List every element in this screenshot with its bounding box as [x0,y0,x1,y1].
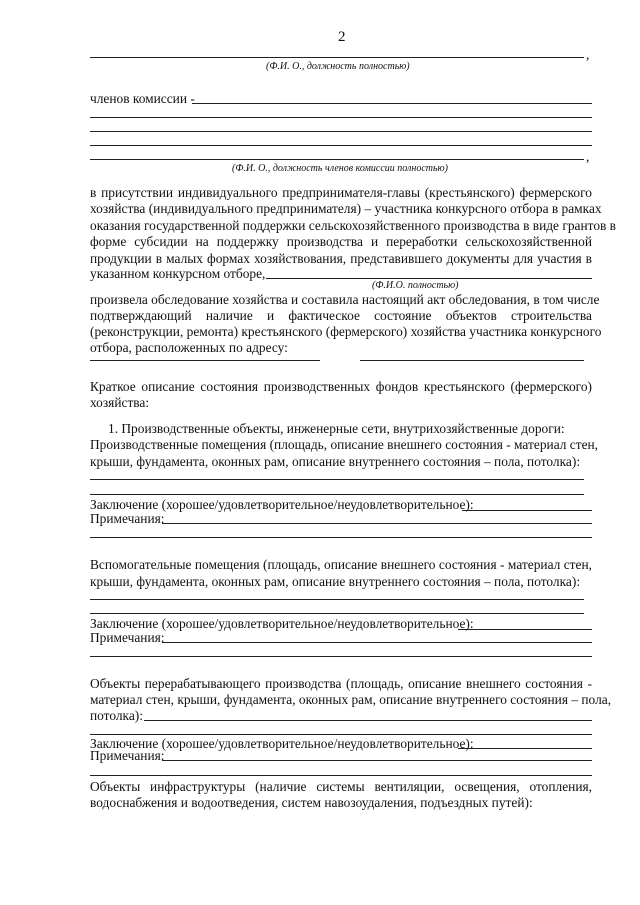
paragraph-line: Объекты перерабатывающего производства (площадь, описание внешнего состояния - [90,676,592,691]
caption-fio-short: (Ф.И.О. полностью) [372,280,459,291]
fill-line[interactable] [144,720,592,721]
paragraph-line: хозяйства (индивидуального предпринимателя) – участника конкурсного отбора в рамках [90,201,602,216]
fill-line[interactable] [162,760,592,761]
fill-line[interactable] [90,145,592,146]
paragraph-line: Вспомогательные помещения (площадь, описание внешнего состояния - материал стен, [90,557,592,572]
paragraph-line: произвела обследование хозяйства и составила настоящий акт обследования, в том числе [90,292,600,307]
page-number: 2 [338,29,346,45]
paragraph-line: (реконструкции, ремонта) крестьянского (фермерского) хозяйства участника конкурсного [90,324,602,339]
paragraph-line: материал стен, крыши, фундамента, оконных рам, описание внутреннего состояния – пола, [90,692,612,707]
fill-line[interactable] [462,510,592,511]
notes-label: Примечания: [90,748,165,763]
paragraph-line: Производственные помещения (площадь, описание внешнего состояния - материал стен, [90,437,599,452]
fill-line[interactable] [90,537,592,538]
fill-line[interactable] [90,159,584,160]
fill-line[interactable] [266,278,592,279]
paragraph-line: подтверждающий наличие и фактическое состояние объектов строительства [90,308,592,323]
fill-line[interactable] [162,642,592,643]
section-heading: 1. Производственные объекты, инженерные сети, внутрихозяйственные дороги: [108,421,565,436]
fill-line[interactable] [90,360,320,361]
fill-line[interactable] [90,599,584,600]
paragraph-line: Краткое описание состояния производственных фондов крестьянского (фермерского) [90,379,592,394]
fill-line[interactable] [90,775,592,776]
fill-line[interactable] [360,360,584,361]
paragraph-line: Объекты инфраструктуры (наличие системы вентиляции, освещения, отопления, [90,779,592,794]
notes-label: Примечания: [90,630,165,645]
conclusion-label: Заключение (хорошее/удовлетворительное/неудовлетворительное): [90,616,474,631]
fill-line[interactable] [90,494,584,495]
members-label: членов комиссии - [90,91,195,106]
fill-line[interactable] [90,117,592,118]
caption-members: (Ф.И. О., должность членов комиссии полностью) [232,163,448,174]
fill-line[interactable] [90,613,584,614]
fill-line[interactable] [90,656,592,657]
paragraph-line: оказания государственной поддержки сельскохозяйственного производства в виде грантов в [90,218,617,233]
caption-fio: (Ф.И. О., должность полностью) [266,61,410,72]
fill-line[interactable] [90,131,592,132]
fill-line[interactable] [192,103,592,104]
paragraph-line: хозяйства: [90,395,150,410]
fill-line[interactable] [90,479,584,480]
paragraph-line: потолка): [90,708,143,723]
paragraph-line: продукции в малых формах хозяйствования, представившего документы для участия в [90,251,592,266]
paragraph-line: отбора, расположенных по адресу: [90,340,288,355]
fill-line[interactable] [458,748,592,749]
notes-label: Примечания: [90,511,165,526]
paragraph-line: крыши, фундамента, оконных рам, описание внутреннего состояния – пола, потолка): [90,454,581,469]
comma: , [586,47,590,62]
fill-line[interactable] [90,57,584,58]
fill-line[interactable] [458,629,592,630]
paragraph-line: форме субсидии на поддержку производства и переработки сельскохозяйственной [90,234,592,249]
paragraph-line: крыши, фундамента, оконных рам, описание внутреннего состояния – пола, потолка): [90,574,581,589]
paragraph-line: указанном конкурсном отборе, [90,266,266,281]
paragraph-line: водоснабжения и водоотведения, систем навозоудаления, подъездных путей): [90,795,533,810]
fill-line[interactable] [90,734,592,735]
comma: , [586,149,590,164]
conclusion-label: Заключение (хорошее/удовлетворительное/неудовлетворительное): [90,497,474,512]
conclusion-label: Заключение (хорошее/удовлетворительное/неудовлетворительное): [90,736,474,751]
fill-line[interactable] [162,523,592,524]
paragraph-line: в присутствии индивидуального предпринимателя-главы (крестьянского) фермерского [90,185,592,200]
